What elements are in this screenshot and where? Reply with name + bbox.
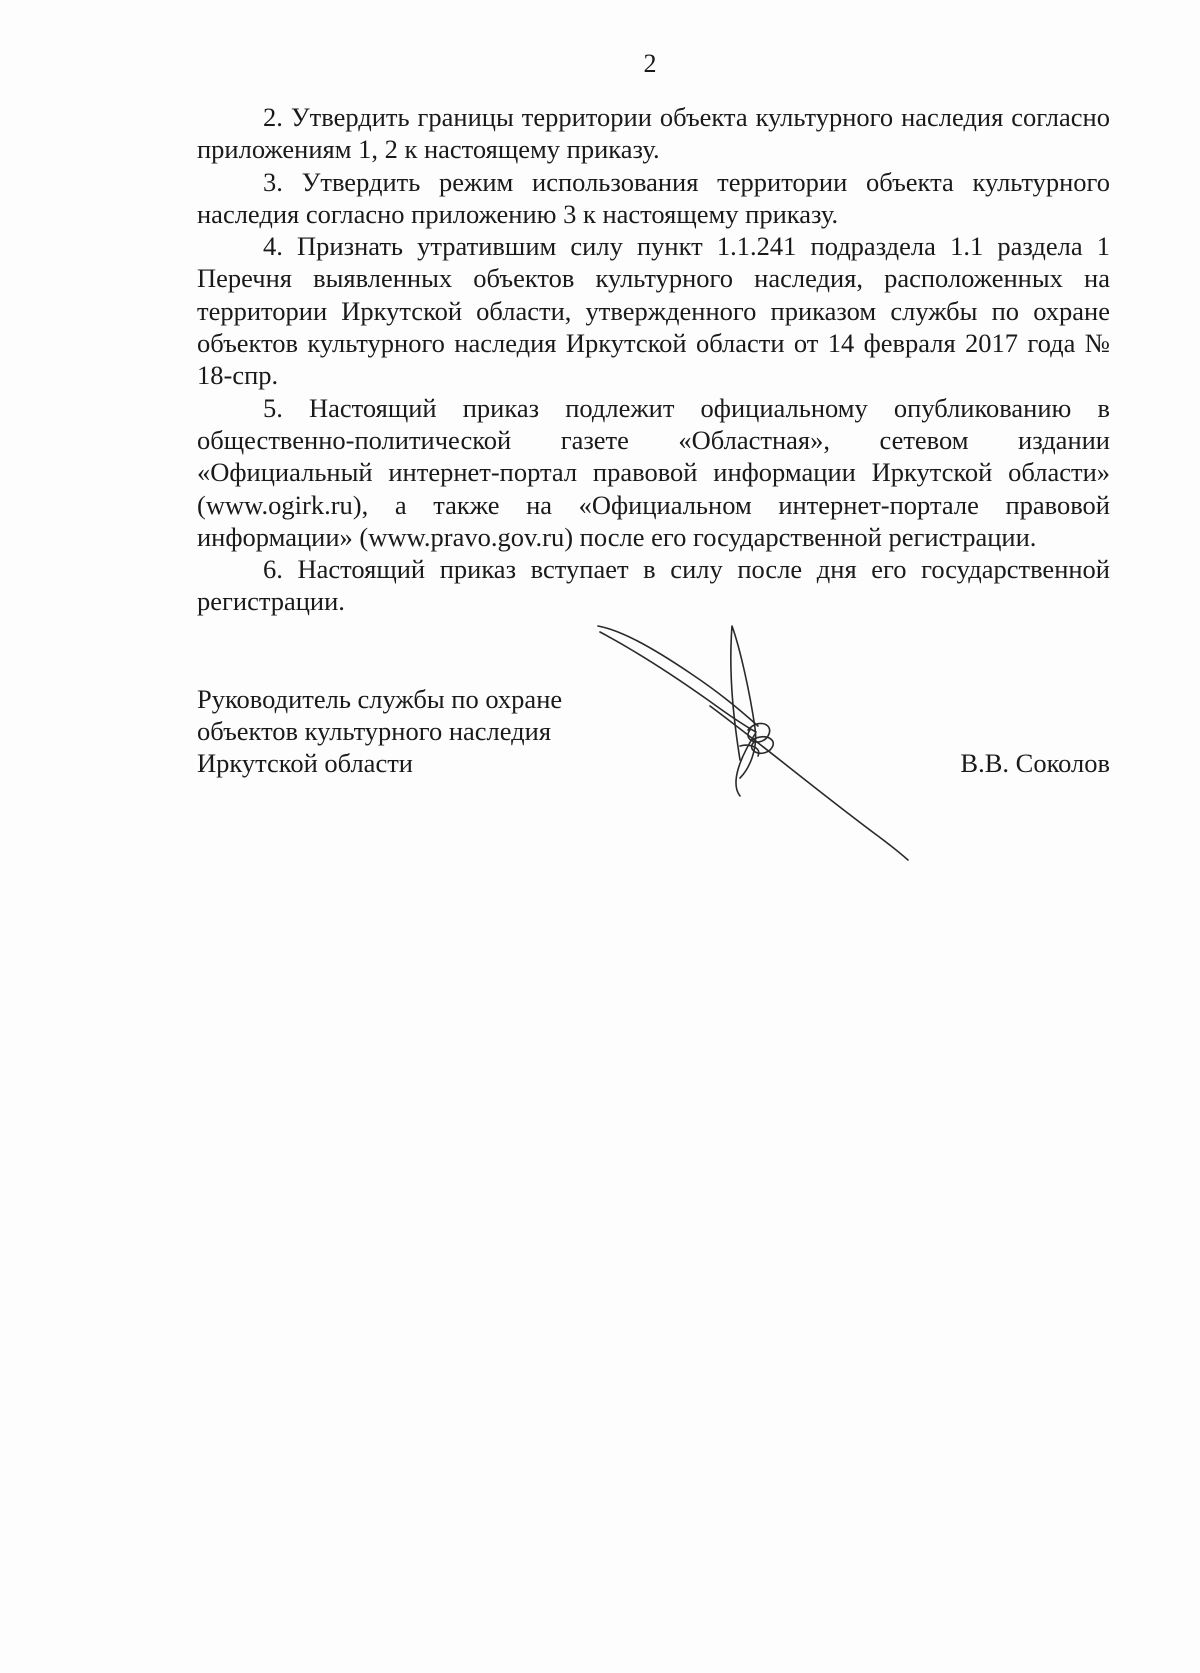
page-number: 2 [643,49,657,78]
signatory-position-line: Иркутской области [197,748,413,778]
signatory-name: В.В. Соколов [960,748,1110,778]
paragraph-3: 3. Утвердить режим использования территории объекта культурного наследия согласно приложению 3 к настоящему приказу. [197,166,1110,229]
paragraph-6: 6. Настоящий приказ вступает в силу после дня его государственной регистрации. [197,554,1110,617]
paragraph-5: 5. Настоящий приказ подлежит официальному опубликованию в общественно-политической газете «Областная», сетевом издании «Официальный интернет-портал правовой информации Иркутской области» (www.ogirk.ru), а также на «Официальном интернет-портале правовой информации» (www.pravo.gov.ru) после его государственной регистрации. [197,392,1110,552]
signatory-position [197,683,562,779]
paragraph-4: 4. Признать утратившим силу пункт 1.1.241 подраздела 1.1 раздела 1 Перечня выявленных объектов культурного наследия, расположенных на территории Иркутской области, утвержденного приказом службы по охране объектов культурного наследия Иркутской области от 14 февраля 2017 года № 18-спр. [197,231,1110,391]
signatory-position-line: объектов культурного наследия [197,716,552,746]
signatory-position-line: Руководитель службы по охране [197,684,563,714]
paragraph-2: 2. Утвердить границы территории объекта культурного наследия согласно приложениям 1, 2 к настоящему приказу. [197,102,1110,165]
handwritten-signature [590,618,930,888]
order-body [197,101,1110,618]
